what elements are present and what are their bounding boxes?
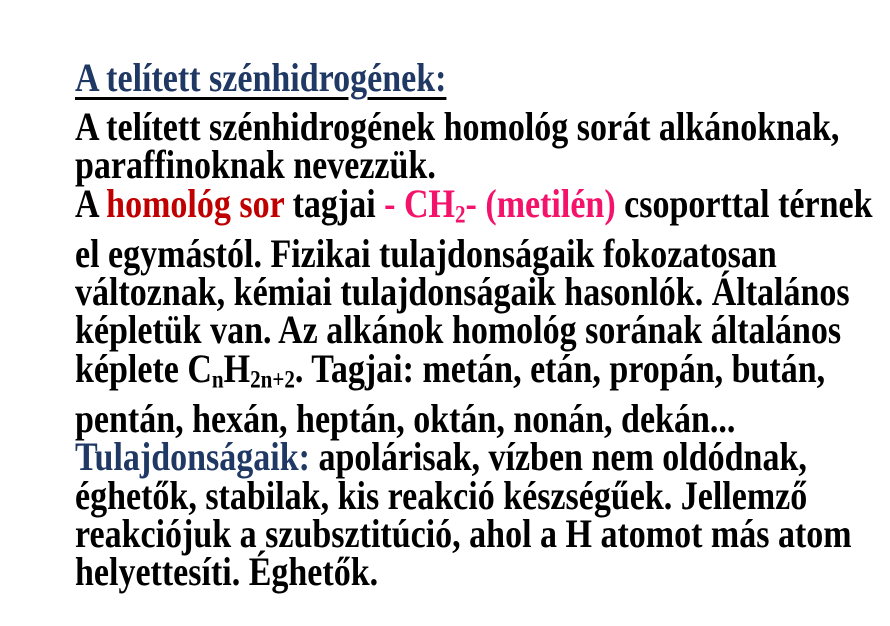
text-segment: képlete C — [75, 345, 212, 391]
text-line — [75, 434, 807, 480]
text-line — [75, 549, 755, 595]
text-segment: reakciójuk a szubsztitúció, ahol a H atomot más atom — [75, 510, 852, 556]
text-segment: paraffinoknak nevezzük. — [75, 142, 436, 188]
text-segment: A telített szénhidrogének: — [75, 55, 447, 100]
text-line — [75, 104, 840, 149]
text-segment: A — [75, 180, 107, 226]
text-segment: 2 — [455, 201, 466, 229]
text-segment: éghetők, stabilak, kis reakció készségűek. Jellemző — [75, 472, 808, 518]
text-segment: . Tagjai: metán, etán, propán, bután, — [294, 345, 826, 391]
slide-title — [75, 55, 755, 101]
text-segment: helyettesíti. Éghetők. — [75, 549, 379, 595]
text-line — [75, 510, 852, 556]
text-segment: - (metilén) — [465, 180, 616, 226]
text-segment: apolárisak, vízben nem oldódnak, — [309, 434, 807, 480]
text-segment: homológ sor — [106, 180, 285, 226]
text-line — [75, 472, 808, 518]
text-line — [75, 269, 850, 315]
text-line — [75, 395, 755, 441]
text-segment: képletük van. Az alkánok homológ sorának általános — [75, 307, 842, 353]
text-segment: H — [223, 345, 251, 391]
text-segment: tagjai — [284, 180, 385, 226]
text-segment: csoporttal térnek — [615, 180, 873, 226]
text-line — [75, 230, 777, 276]
text-segment: pentán, hexán, heptán, oktán, nonán, dekán... — [75, 395, 736, 441]
text-segment: el egymástól. Fizikai tulajdonságaik fokozatosan — [75, 230, 777, 276]
text-segment: Tulajdonságaik: — [75, 434, 310, 480]
text-segment: változnak, kémiai tulajdonságaik hasonlók. Általános — [75, 269, 850, 315]
text-segment: A telített szénhidrogének homológ sorát alkánoknak, — [75, 104, 840, 149]
text-line — [75, 142, 755, 188]
text-block — [75, 55, 875, 595]
text-line — [75, 180, 873, 235]
text-line — [75, 307, 842, 353]
text-segment: 2n+2 — [250, 366, 295, 394]
text-line — [75, 345, 826, 400]
text-segment: - CH — [384, 180, 456, 226]
text-segment: n — [211, 366, 224, 394]
